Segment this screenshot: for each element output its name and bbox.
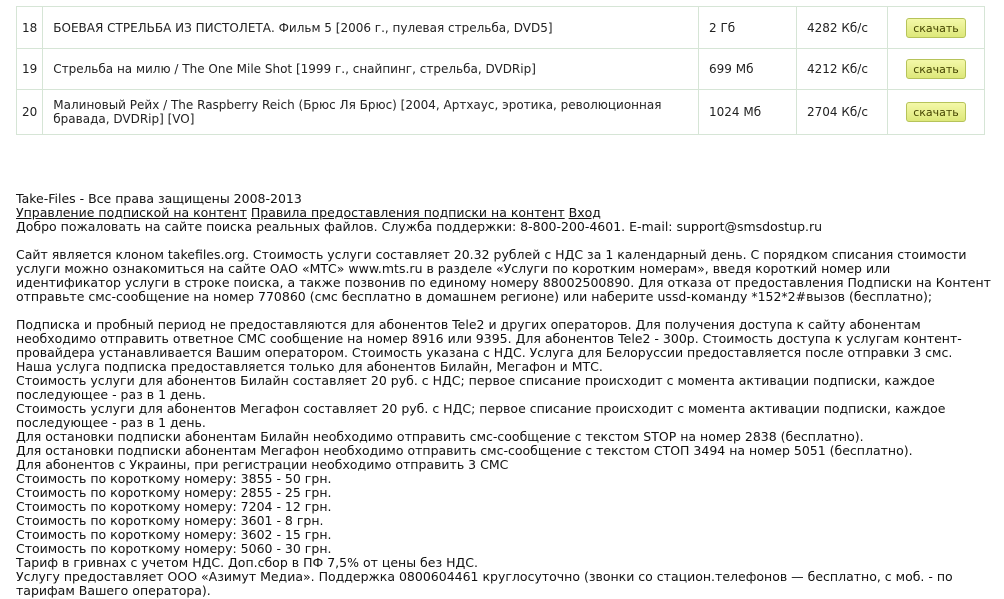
file-size: 699 Мб — [699, 49, 797, 90]
row-number: 19 — [17, 49, 43, 90]
terms-line: Услугу предоставляет ООО «Азимут Медиа». Поддержка 0800604461 круглосуточно (звонки со стацион.телефонов — бесплатно, с моб. - по тарифам Вашего оператора). — [16, 569, 953, 598]
terms-line: Стоимость по короткому номеру: 2855 - 25 грн. — [16, 485, 332, 500]
file-title: Стрельба на милю / The One Mile Shot [1999 г., снайпинг, стрельба, DVDRip] — [43, 49, 699, 90]
manage-subscription-link[interactable]: Управление подпиской на контент — [16, 205, 247, 220]
terms-line: Наша услуга подписка предоставляется только для абонентов Билайн, Мегафон и МТС. — [16, 359, 603, 374]
copyright-text: Take-Files - Все права защищены 2008-2013 — [16, 191, 302, 206]
spacer — [16, 304, 991, 318]
terms-line: Стоимость услуги для абонентов Мегафон составляет 20 руб. с НДС; первое списание происходит с момента активации подписки, каждое последующее - раз в 1 день. — [16, 401, 946, 430]
row-number: 18 — [17, 7, 43, 49]
file-title: Малиновый Рейх / The Raspberry Reich (Брюс Ля Брюс) [2004, Артхаус, эротика, революционная бравада, DVDRip] [VO] — [43, 90, 699, 135]
footer — [16, 192, 991, 598]
file-size: 1024 Мб — [699, 90, 797, 135]
terms-line: Стоимость по короткому номеру: 3602 - 15 грн. — [16, 527, 332, 542]
terms-line: Стоимость по короткому номеру: 3601 - 8 грн. — [16, 513, 324, 528]
welcome-text: Добро пожаловать на сайте поиска реальных файлов. Служба поддержки: 8-800-200-4601. E-mail: support@smsdostup.ru — [16, 219, 823, 234]
action-cell — [887, 49, 984, 90]
terms-line: Для абонентов с Украины, при регистрации необходимо отправить 3 СМС — [16, 457, 509, 472]
table-row — [17, 90, 985, 135]
terms-line: Тариф в гривнах с учетом НДС. Доп.сбор в ПФ 7,5% от цены без НДС. — [16, 555, 478, 570]
download-speed: 4212 Кб/с — [797, 49, 888, 90]
download-speed: 4282 Кб/с — [797, 7, 888, 49]
download-button[interactable]: скачать — [906, 102, 966, 122]
subscription-rules-link[interactable]: Правила предоставления подписки на контент — [250, 205, 565, 220]
footer-links — [16, 206, 991, 220]
terms-line: Для остановки подписки абонентам Мегафон необходимо отправить смс-сообщение с текстом СТОП 3494 на номер 5051 (бесплатно). — [16, 443, 913, 458]
results-table — [16, 6, 985, 135]
file-title: БОЕВАЯ СТРЕЛЬБА ИЗ ПИСТОЛЕТА. Фильм 5 [2006 г., пулевая стрельба, DVD5] — [43, 7, 699, 49]
download-button[interactable]: скачать — [906, 59, 966, 79]
terms-line: Стоимость по короткому номеру: 7204 - 12 грн. — [16, 499, 332, 514]
action-cell — [887, 7, 984, 49]
download-speed: 2704 Кб/с — [797, 90, 888, 135]
table-row — [17, 49, 985, 90]
terms-line: Стоимость по короткому номеру: 3855 - 50 грн. — [16, 471, 332, 486]
service-cost-text: Сайт является клоном takefiles.org. Стоимость услуги составляет 20.32 рублей с НДС за 1 календарный день. С порядком списания стоимости услуги можно ознакомиться на сайте ОАО «МТС» www.mts.ru в разделе «Услуги по коротким номерам», введя короткий номер или идентификатор услуги в строке поиска, а также позвонив по единому номеру 88002500890. Для отказа от предоставления Подписки на Контент отправьте смс-сообщение на номер 770860 (смс бесплатно в домашнем регионе) или наберите ussd-команду *152*2#вызов (бесплатно); — [16, 247, 991, 304]
action-cell — [887, 90, 984, 135]
terms-line: Подписка и пробный период не предоставляются для абонентов Tele2 и других операторов. Для получения доступа к сайту абонентам необходимо отправить ответное СМС сообщение на номер 8916 или 9395. Для абонентов Tele2 - 300р. Стоимость доступа к услугам контент-провайдера устанавливается Вашим оператором. Стоимость указана с НДС. Услуга для Белоруссии предоставляется после отправки 3 смс. — [16, 317, 962, 360]
table-row — [17, 7, 985, 49]
file-size: 2 Гб — [699, 7, 797, 49]
terms-line: Стоимость по короткому номеру: 5060 - 30 грн. — [16, 541, 332, 556]
row-number: 20 — [17, 90, 43, 135]
spacer — [16, 234, 991, 248]
terms-line: Для остановки подписки абонентам Билайн необходимо отправить смс-сообщение с текстом STOP на номер 2838 (бесплатно). — [16, 429, 864, 444]
download-button[interactable]: скачать — [906, 18, 966, 38]
terms-line: Стоимость услуги для абонентов Билайн составляет 20 руб. с НДС; первое списание происходит с момента активации подписки, каждое последующее - раз в 1 день. — [16, 373, 935, 402]
login-link[interactable]: Вход — [568, 205, 601, 220]
